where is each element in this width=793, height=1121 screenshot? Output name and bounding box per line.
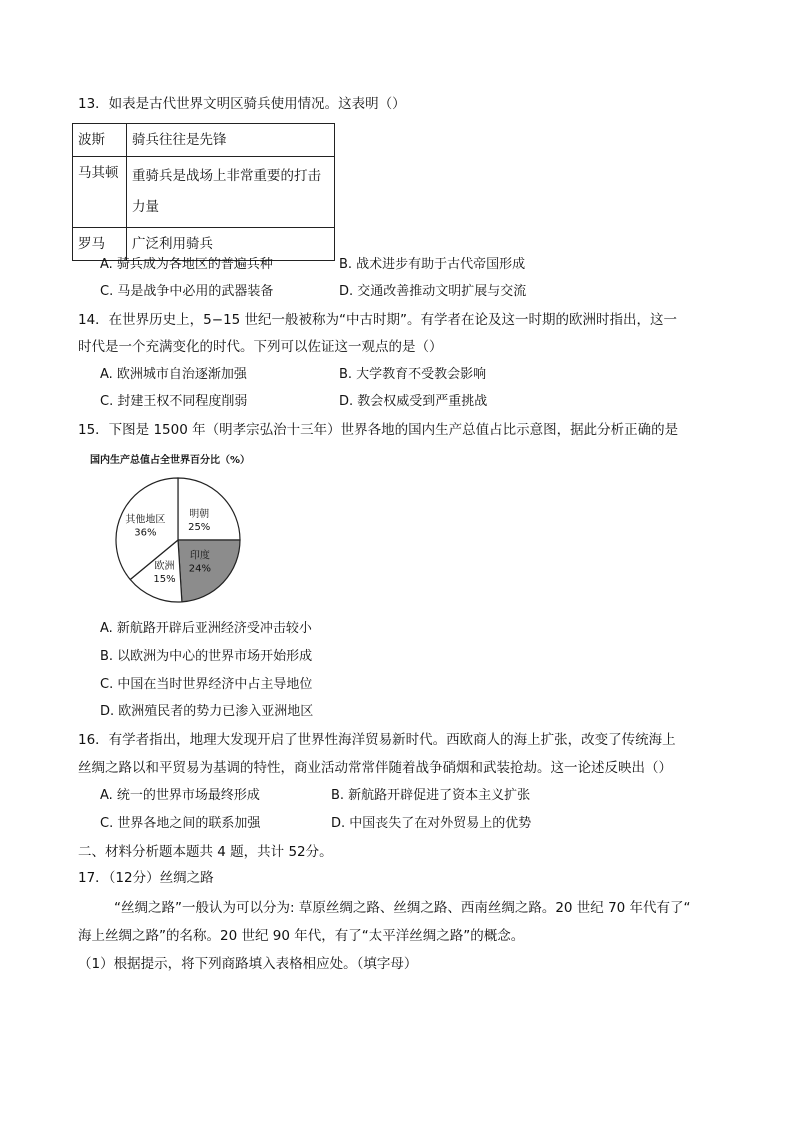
pie-slice-value: 15%	[153, 574, 176, 586]
q15-option-d: D. 欧洲殖民者的势力已渗入亚洲地区	[100, 704, 314, 719]
pie-slice-value: 25%	[188, 521, 211, 533]
pie-slice-label: 其他地区	[125, 514, 166, 526]
q16-option-c: C. 世界各地之间的联系加强	[100, 816, 261, 831]
q13-stem: 13．如表是古代世界文明区骑兵使用情况。这表明（）	[78, 96, 406, 112]
q14-stem-line1: 14．在世界历史上，5−15 世纪一般被称为“中古时期”。有学者在论及这一时期的欧洲时指出，这一	[78, 312, 678, 328]
table-cell-desc: 骑兵往往是先锋	[127, 124, 335, 157]
q15-option-b: B. 以欧洲为中心的世界市场开始形成	[100, 649, 313, 664]
q14-stem-line2: 时代是一个充满变化的时代。下列可以佐证这一观点的是（）	[78, 339, 443, 355]
q14-option-c: C. 封建王权不同程度削弱	[100, 394, 248, 409]
pie-slice-value: 24%	[188, 563, 212, 575]
q13-option-a: A. 骑兵成为各地区的普遍兵种	[100, 257, 273, 272]
q17-para-line2: 海上丝绸之路”的名称。20 世纪 90 年代，有了“太平洋丝绸之路”的概念。	[78, 928, 525, 944]
table-row	[73, 157, 335, 228]
q17-sub1: （1）根据提示，将下列商路填入表格相应处。（填字母）	[78, 956, 418, 972]
q17-title: 17．（12分）丝绸之路	[78, 870, 214, 886]
pie-slice-value: 36%	[134, 527, 157, 539]
section-heading: 二、材料分析题本题共 4 题，共计 52分。	[78, 844, 333, 860]
q16-option-a: A. 统一的世界市场最终形成	[100, 788, 260, 803]
q16-stem-line2: 丝绸之路以和平贸易为基调的特性，商业活动常常伴随着战争硝烟和武装抢劫。这一论述反映出（）	[78, 760, 672, 776]
table-cell-desc: 重骑兵是战场上非常重要的打击力量	[127, 157, 335, 228]
q15-option-c: C. 中国在当时世界经济中占主导地位	[100, 677, 313, 692]
q13-option-c: C. 马是战争中必用的武器装备	[100, 284, 274, 299]
q15-stem: 15．下图是 1500 年（明孝宗弘治十三年）世界各地的国内生产总值占比示意图，据此分析正确的是	[78, 422, 679, 438]
chart-title: 国内生产总值占全世界百分比（%）	[90, 455, 251, 466]
table-cell-region: 波斯	[73, 124, 127, 157]
q16-option-d: D. 中国丧失了在对外贸易上的优势	[331, 816, 532, 831]
q14-option-b: B. 大学教育不受教会影响	[339, 367, 487, 382]
pie-slice-label: 印度	[189, 550, 210, 562]
table-row	[73, 124, 335, 157]
pie-slice-label: 欧洲	[154, 561, 175, 573]
q17-para-line1: “丝绸之路”一般认为可以分为: 草原丝绸之路、丝绸之路、西南丝绸之路。20 世纪 70 年代有了“	[114, 900, 691, 916]
cavalry-table	[72, 123, 335, 261]
q14-option-d: D. 教会权威受到严重挑战	[339, 394, 488, 409]
q16-stem-line1: 16．有学者指出，地理大发现开启了世界性海洋贸易新时代。西欧商人的海上扩张，改变了传统海上	[78, 732, 676, 748]
q13-option-b: B. 战术进步有助于古代帝国形成	[339, 257, 526, 272]
q16-option-b: B. 新航路开辟促进了资本主义扩张	[331, 788, 531, 803]
pie-slice-label: 明朝	[189, 508, 210, 520]
table-cell-desc: 广泛利用骑兵	[127, 228, 335, 261]
table-cell-region: 罗马	[73, 228, 127, 261]
q14-option-a: A. 欧洲城市自治逐渐加强	[100, 367, 247, 382]
gdp-pie-chart	[108, 470, 248, 610]
table-cell-region: 马其顿	[73, 157, 127, 228]
q15-option-a: A. 新航路开辟后亚洲经济受冲击较小	[100, 621, 312, 636]
q13-option-d: D. 交通改善推动文明扩展与交流	[339, 284, 527, 299]
